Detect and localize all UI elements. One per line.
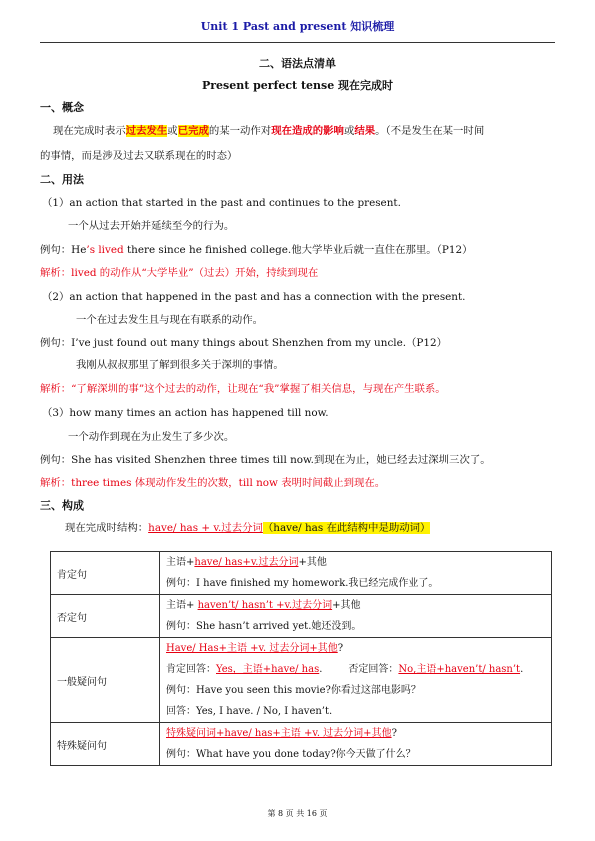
- note-2: 解析：“了解深圳的事”这个过去的动作，让现在“我”掌握了相关信息，与现在产生联系。: [40, 383, 446, 395]
- negative-formula: [166, 595, 545, 616]
- concept-text-4: 或: [343, 125, 355, 137]
- section-heading: 二、语法点清单: [259, 57, 336, 70]
- table-row-general-question: [51, 638, 552, 723]
- note-1: 解析：lived 的动作从“大学毕业”（过去）开始，持续到现在: [40, 267, 319, 279]
- question-formula: [166, 638, 545, 659]
- row-label: 肯定句: [51, 552, 160, 595]
- table-row-special-question: [51, 723, 552, 766]
- concept-line-2: 的事情，而是涉及过去又联系现在的时态）: [40, 150, 238, 162]
- row-content: [160, 638, 552, 723]
- special-formula: [166, 723, 545, 744]
- page-footer: 第 8 页 共 16 页: [267, 809, 328, 818]
- usage-1-zh: 一个从过去开始并延续至今的行为。: [68, 220, 235, 232]
- affirmative-formula: [166, 552, 545, 573]
- example-3: 例句：She has visited Shenzhen three times till now.到现在为止，她已经去过深圳三次了。: [40, 454, 491, 466]
- concept-text-2: 或: [167, 125, 178, 137]
- keyword-result: 结果: [354, 125, 376, 137]
- header-rule: [40, 42, 555, 43]
- formula-part: 主语+: [166, 557, 195, 568]
- concept-text-1: 现在完成时表示: [53, 125, 126, 137]
- structure-lead: 现在完成时结构：: [65, 522, 149, 534]
- formula-part: +其他: [332, 600, 361, 611]
- example-1-prefix: 例句：He: [40, 244, 87, 256]
- structure-heading: 三、构成: [40, 499, 84, 512]
- usage-heading: 二、用法: [40, 173, 84, 186]
- answer-part: .: [520, 664, 524, 675]
- answer-label: 肯定回答：: [166, 664, 216, 675]
- structure-table: [50, 551, 552, 766]
- formula-part: ?: [391, 728, 397, 739]
- structure-note: （have/ has 在此结构中是助动词）: [262, 522, 431, 534]
- example-2: 例句：I’ve just found out many things about Shenzhen from my uncle.（P12）: [40, 337, 448, 349]
- structure-line: [65, 521, 430, 535]
- special-example: 例句：What have you done today?你今天做了什么？: [166, 749, 416, 760]
- concept-heading: 一、概念: [40, 101, 84, 114]
- formula-core: have/ has+v.过去分词: [194, 557, 299, 568]
- concept-text-3: 的某一动作对: [208, 125, 272, 137]
- answer-label: 否定回答：: [348, 664, 399, 675]
- positive-answer: Yes，主语+have/ has: [216, 664, 320, 675]
- affirmative-example: 例句：I have finished my homework.我已经完成作业了。: [166, 578, 439, 589]
- formula-part: 主语+: [166, 600, 198, 611]
- formula-part: +其他: [298, 557, 327, 568]
- negative-example: 例句：She hasn’t arrived yet.她还没到。: [166, 621, 362, 632]
- usage-1-en: （1）an action that started in the past and continues to the present.: [42, 197, 401, 209]
- row-content: [160, 595, 552, 638]
- page-header-title: Unit 1 Past and present 知识梳理: [200, 20, 395, 33]
- question-example: 例句：Have you seen this movie?你看过这部电影吗？: [166, 685, 421, 696]
- question-reply: 回答：Yes, I have. / No, I haven’t.: [166, 706, 333, 717]
- keyword-past: 过去发生: [125, 125, 168, 137]
- formula-core: Have/ Has+主语 +v. 过去分词+其他: [166, 643, 338, 654]
- keyword-effect: 现在造成的影响: [271, 125, 344, 137]
- row-label: 特殊疑问句: [51, 723, 160, 766]
- negative-answer: No,主语+haven’t/ hasn’t: [398, 664, 521, 675]
- keyword-completed: 已完成: [177, 125, 209, 137]
- table-row-affirmative: [51, 552, 552, 595]
- formula-core: haven’t/ hasn’t +v.过去分词: [197, 600, 333, 611]
- example-1: [40, 243, 472, 257]
- row-content: [160, 552, 552, 595]
- row-label: 一般疑问句: [51, 638, 160, 723]
- structure-formula: have/ has + v.过去分词: [148, 522, 263, 534]
- note-3: 解析：three times 体现动作发生的次数，till now 表明时间截止到现在。: [40, 477, 386, 489]
- example-1-verb: ’s lived: [86, 244, 124, 256]
- table-row-negative: [51, 595, 552, 638]
- row-content: [160, 723, 552, 766]
- usage-3-zh: 一个动作到现在为止发生了多少次。: [68, 431, 235, 443]
- formula-core: 特殊疑问词+have/ has+主语 +v. 过去分词+其他: [166, 728, 392, 739]
- concept-line-1: [53, 124, 484, 138]
- concept-text-5: 。（不是发生在某一时间: [375, 125, 485, 137]
- row-label: 否定句: [51, 595, 160, 638]
- example-2-zh: 我刚从叔叔那里了解到很多关于深圳的事情。: [76, 359, 284, 371]
- answer-part: .: [319, 664, 323, 675]
- usage-2-en: （2）an action that happened in the past and has a connection with the present.: [42, 291, 466, 303]
- example-1-rest: there since he finished college.他大学毕业后就一直住在那里。（P12）: [123, 244, 473, 256]
- question-answers: [166, 659, 545, 680]
- topic-title: Present perfect tense 现在完成时: [201, 79, 394, 92]
- formula-part: ?: [337, 643, 344, 654]
- usage-3-en: （3）how many times an action has happened till now.: [42, 407, 329, 419]
- usage-2-zh: 一个在过去发生且与现在有联系的动作。: [76, 314, 264, 326]
